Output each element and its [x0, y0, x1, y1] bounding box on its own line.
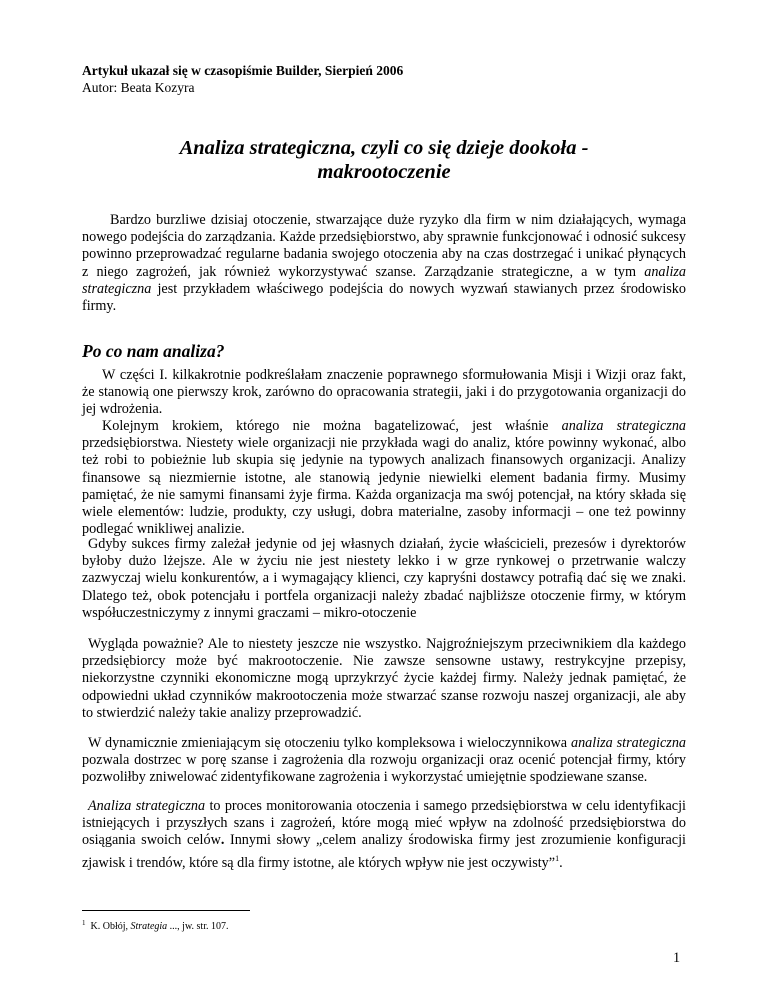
paragraph-6-emphasis: Analiza strategiczna [88, 798, 206, 814]
paragraph-2-text-2: przedsiębiorstwa. Niestety wiele organizacji nie przykłada wagi do analiz, które powinny wykonać, albo też robi to pobieżnie lub skupia się jedynie na typowych analizach finansowych organizacji. Analizy finansowe są niezmiernie istotne, ale stanowią jedynie niewielki element badania firmy. Musimy pamiętać, że nie samymi finansami żyje firma. Każda organizacja ma swój potencjał, na który składa się wiele elementów: ludzie, produkty, czy usługi, dobra materialne, zasoby informacji – one też powinny podlegać wnikliwej analizie. [82, 435, 686, 538]
paragraph-2 [82, 418, 686, 538]
footnote-text-1: K. Obłój, [90, 921, 131, 932]
publication-note: Artykuł ukazał się w czasopiśmie Builder, Sierpień 2006 [82, 63, 404, 78]
footnote-text-2: ..., jw. str. 107. [167, 921, 229, 932]
page-number: 1 [673, 950, 681, 966]
paragraph-5-text-1: W dynamicznie zmieniającym się otoczeniu tylko kompleksowa i wieloczynnikowa [88, 735, 571, 751]
intro-emphasis: analiza strategiczna [82, 263, 686, 297]
intro-text-2: jest przykładem właściwego podejścia do nowych wyzwań stawianych przez środowisko firmy. [82, 280, 686, 315]
paragraph-3: Gdyby sukces firmy zależał jedynie od jej własnych działań, życie właścicieli, prezesów i dyrektorów byłoby dużo lżejsze. Ale w życiu nie jest niestety lekko i w grze rynkowej o przetrwanie walczy zazwyczaj wielu konkurentów, a i wymagający klienci, czy kapryśni dostawcy potrafią dać się we znaki. Dlatego też, obok potencjału i portfela organizacji należy zbadać najbliższe otoczenie firmy, w którym współuczestniczymy z innymi graczami – mikro-otoczenie [82, 536, 686, 621]
article-title [82, 136, 686, 184]
footnote-marker: 1 [82, 919, 86, 927]
paragraph-6-bold-period: . [220, 832, 225, 849]
paragraph-6-end: . [559, 854, 563, 871]
paragraph-6-text-1: to proces monitorowania otoczenia i samego przedsiębiorstwa w celu identyfikacji istniejących i przyszłych szans i zagrożeń, które mogą mieć wpływ na zdolność przedsiębiorstwa do osiągania swoich celów [82, 798, 686, 849]
intro-paragraph [82, 212, 686, 315]
paragraph-5-emphasis: analiza strategiczna [570, 735, 687, 751]
paragraph-4: Wygląda poważnie? Ale to niestety jeszcze nie wszystko. Najgroźniejszym przeciwnikiem dla każdego przedsiębiorcy może być makrootoczenie. Nie zawsze sensowne ustawy, restrykcyjne przepisy, niekorzystne czynniki ekonomiczne mogą uprzykrzyć życie każdej firmy. Należy jednak pamiętać, że odpowiedni układ czynników makrootoczenia może stwarzać szanse rozwoju naszej organizacji, ale aby to stwierdzić należy takie analizy przeprowadzić. [82, 636, 686, 721]
article-header [82, 62, 403, 96]
paragraph-1: W części I. kilkakrotnie podkreślałam znaczenie poprawnego sformułowania Misji i Wizji oraz fakt, że stanowią one pierwszy krok, zarówno do opracowania strategii, jaki i do przygotowania organizacji do jej wdrożenia. [82, 367, 686, 418]
paragraph-5-text-2: pozwala dostrzec w porę szanse i zagrożenia dla rozwoju organizacji oraz ocenić potencjał firmy, który pozwoliłby zniwelować zidentyfikowane zagrożenia i wykorzystać umiejętnie spodziewane szanse. [82, 752, 686, 786]
footnote-reference[interactable]: 1 [555, 853, 560, 863]
paragraph-6 [82, 798, 686, 872]
footnote [82, 917, 228, 933]
intro-text-1: Bardzo burzliwe dzisiaj otoczenie, stwarzające duże ryzyko dla firm w nim działających, wymaga nowego podejścia do zarządzania. Każde przedsiębiorstwo, aby sprawnie funkcjonować i odnosić sukcesy powinno przeprowadzać regularne badania swojego otoczenia aby na czas dostrzegać i unikać płynących z niego zagrożeń, jak również wykorzystywać szanse. Zarządzanie strategiczne, a w tym [82, 212, 686, 280]
author-line: Autor: Beata Kozyra [82, 80, 195, 95]
footnote-divider [82, 910, 250, 911]
paragraph-2-text-1: Kolejnym krokiem, którego nie można bagatelizować, jest właśnie [102, 418, 562, 434]
section-heading: Po co nam analiza? [82, 341, 225, 361]
paragraph-5 [82, 735, 686, 787]
paragraph-2-emphasis: analiza strategiczna [561, 418, 687, 434]
paragraph-6-text-2: Innymi słowy „celem analizy środowiska firmy jest zrozumienie konfiguracji zjawisk i trendów, które są dla firmy istotne, ale których wpływ nie jest oczywisty” [82, 832, 686, 871]
title-line-2: makrootoczenie [317, 161, 451, 183]
footnote-emphasis: Strategia [130, 921, 168, 932]
title-line-1: Analiza strategiczna, czyli co się dzieje dookoła - [179, 137, 589, 159]
